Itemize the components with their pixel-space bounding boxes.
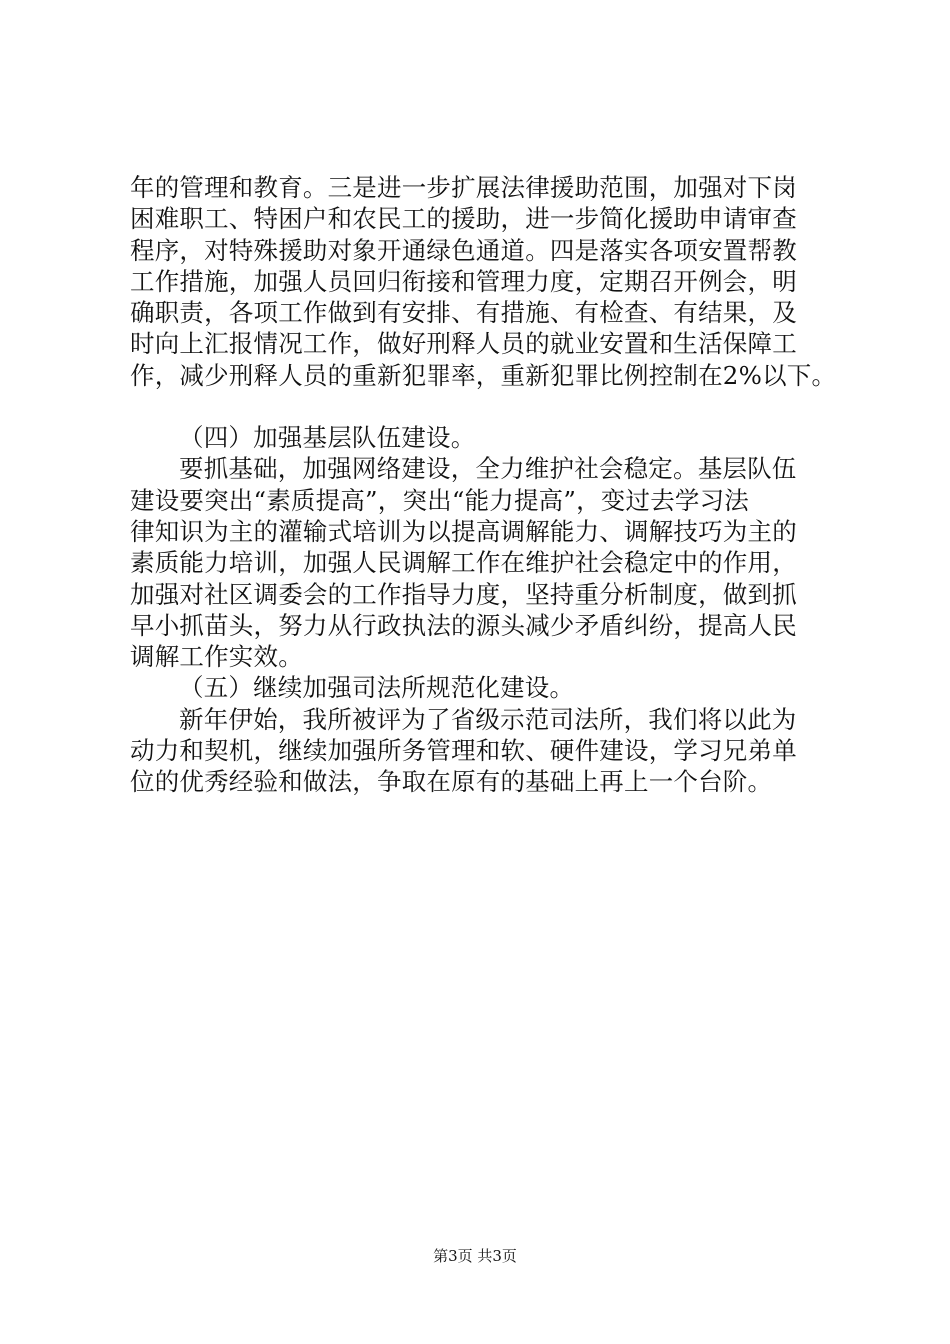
document-body [130, 172, 837, 798]
text-line: 困难职工、特困户和农民工的援助，进一步简化援助申请审查 [130, 204, 797, 234]
text-line: 工作措施，加强人员回归衔接和管理力度，定期召开例会，明 [130, 266, 797, 296]
text-line: 律知识为主的灌输式培训为以提高调解能力、调解技巧为主的 [130, 516, 797, 546]
text-line: 作，减少刑释人员的重新犯罪率，重新犯罪比例控制在2%以下。 [130, 360, 837, 390]
section-4-heading: （四）加强基层队伍建设。 [179, 423, 476, 453]
text-line: 位的优秀经验和做法，争取在原有的基础上再上一个台阶。 [130, 767, 773, 797]
paragraph-gap [130, 391, 830, 422]
text-line: 素质能力培训，加强人民调解工作在维护社会稳定中的作用， [130, 548, 797, 578]
text-line: 调解工作实效。 [130, 642, 303, 672]
text-line: 程序，对特殊援助对象开通绿色通道。四是落实各项安置帮教 [130, 235, 797, 265]
text-line: 时向上汇报情况工作，做好刑释人员的就业安置和生活保障工 [130, 329, 797, 359]
text-line: 年的管理和教育。三是进一步扩展法律援助范围，加强对下岗 [130, 173, 797, 202]
text-line: 建设要突出“素质提高”，突出“能力提高”，变过去学习法 [130, 485, 749, 515]
paragraph-continued [130, 172, 837, 391]
text-line: 确职责，各项工作做到有安排、有措施、有检查、有结果，及 [130, 298, 797, 328]
text-line: 要抓基础，加强网络建设，全力维护社会稳定。基层队伍 [179, 454, 797, 484]
section-5-heading: （五）继续加强司法所规范化建设。 [179, 673, 575, 703]
text-line: 早小抓苗头，努力从行政执法的源头减少矛盾纠纷，提高人民 [130, 610, 797, 640]
text-line: 新年伊始，我所被评为了省级示范司法所，我们将以此为 [179, 704, 797, 734]
text-line: 动力和契机，继续加强所务管理和软、硬件建设，学习兄弟单 [130, 736, 797, 766]
section-4 [130, 422, 830, 672]
section-5 [130, 672, 830, 797]
page-number-footer: 第3页 共3页 [433, 1247, 517, 1265]
text-line: 加强对社区调委会的工作指导力度，坚持重分析制度，做到抓 [130, 579, 797, 609]
